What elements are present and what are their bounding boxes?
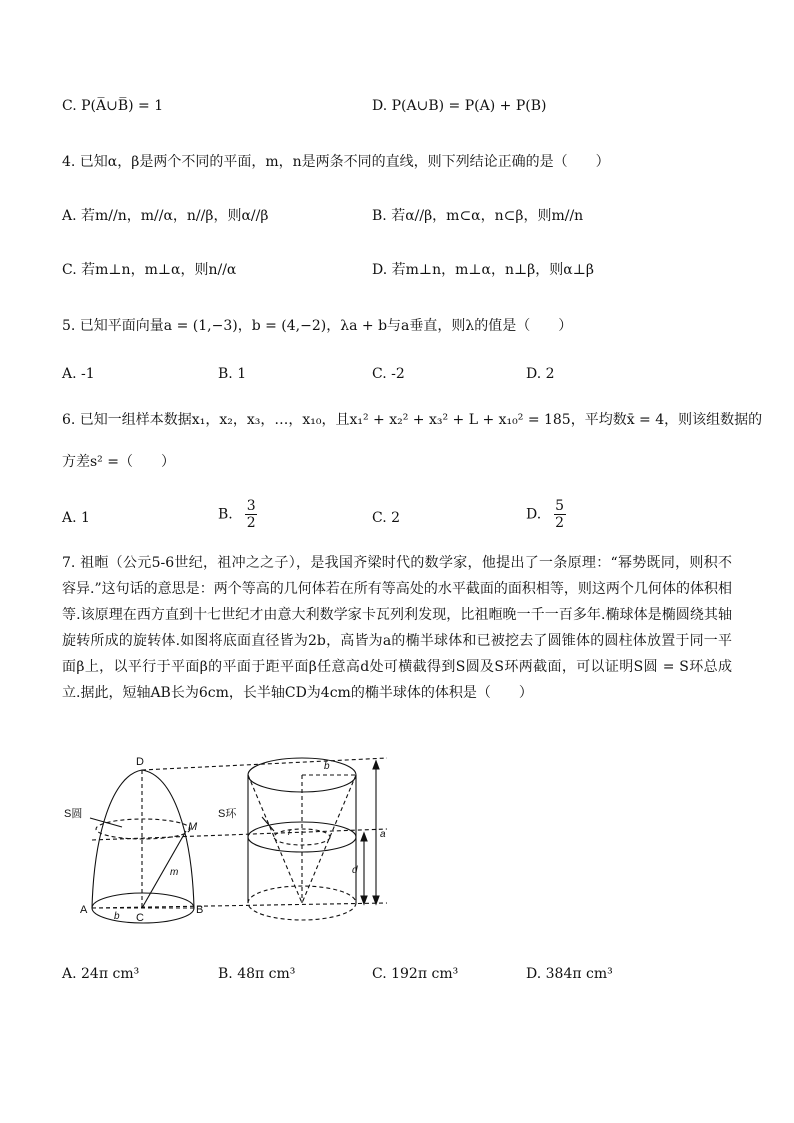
q4-option-a: A. 若m//n，m//α，n//β，则α//β	[62, 208, 269, 224]
section-level-line	[92, 829, 387, 840]
s-yuan-pointer	[90, 818, 122, 827]
q7-option-a: A. 24π cm³	[62, 966, 140, 982]
label-b-point: B	[196, 904, 204, 916]
label-d-height: d	[352, 865, 358, 876]
base-level-line	[92, 903, 387, 908]
dimension-markers	[361, 761, 379, 904]
q6-stem-line2: 方差s² =（ ）	[62, 454, 175, 470]
ellipsoid-section	[96, 819, 190, 839]
q6-option-b-denominator: 2	[246, 515, 256, 531]
q5-option-b: B. 1	[218, 366, 247, 382]
label-a-point: A	[80, 904, 88, 916]
q6-option-d-fraction	[554, 498, 566, 531]
q6-option-d	[526, 498, 566, 531]
half-ellipsoid-figure	[90, 770, 194, 923]
label-b-top: b	[324, 761, 330, 772]
arrow-up-icon	[361, 833, 367, 841]
q4-stem: 4. 已知α，β是两个不同的平面，m，n是两条不同的直线，则下列结论正确的是（ ）	[62, 154, 610, 170]
segment-cm	[142, 831, 186, 908]
q6-option-b	[218, 498, 257, 531]
q7-option-b: B. 48π cm³	[218, 966, 296, 982]
q6-option-d-label: D.	[526, 506, 542, 523]
label-a-height: a	[380, 829, 386, 840]
q6-option-a: A. 1	[62, 510, 90, 526]
label-c-point: C	[136, 912, 144, 924]
label-d-point: D	[136, 756, 144, 768]
q5-option-c: C. -2	[372, 366, 405, 382]
label-s-huan: S环	[218, 808, 237, 820]
label-b-left: b	[114, 911, 120, 922]
q5-option-d: D. 2	[526, 366, 555, 382]
q5-stem: 5. 已知平面向量a = (1,−3)，b = (4,−2)，λa + b与a垂直，则λ的值是（ ）	[62, 318, 573, 334]
arrow-down-icon	[361, 896, 367, 904]
arrow-up-icon	[373, 761, 379, 769]
q6-stem-line1: 6. 已知一组样本数据x₁，x₂，x₃，…，x₁₀，且x₁² + x₂² + x₃² + L + x₁₀² = 185，平均数x̄ = 4，则该组数据的	[62, 412, 763, 428]
q6-option-b-label: B.	[218, 506, 233, 523]
q7-figure	[62, 745, 392, 925]
q4-option-b: B. 若α//β，m⊂α，n⊂β，则m//n	[372, 208, 584, 224]
q7-option-c: C. 192π cm³	[372, 966, 459, 982]
cylinder-figure	[248, 758, 356, 920]
q7-stem: 7. 祖暅（公元5-6世纪，祖冲之之子），是我国齐梁时代的数学家，他提出了一条原理：“幂势既同，则积不容异.”这句话的意思是：两个等高的几何体若在所有等高处的水平截面的面积相等，则这两个几何体的体积相等.该原理在西方直到十七世纪才由意大利数学家卡瓦列利发现，比祖暅晚一千一百多年.椭球体是椭圆绕其轴旋转所成的旋转体.如图将底面直径皆为2b，高皆为a的椭半球体和已被挖去了圆锥体的圆柱体放置于同一平面β上，以平行于平面β的平面于距平面β任意高d处可横截得到S圆及S环两截面，可以证明S圆 = S环总成立.据此，短轴AB长为6cm，长半轴CD为4cm的椭半球体的体积是（ ）	[62, 555, 732, 701]
q7-option-d: D. 384π cm³	[526, 966, 613, 982]
q6-option-c: C. 2	[372, 510, 401, 526]
q4-option-d: D. 若m⊥n，m⊥α，n⊥β，则α⊥β	[372, 262, 594, 278]
q5-option-a: A. -1	[62, 366, 95, 382]
q6-option-d-numerator: 5	[555, 498, 565, 514]
q6-option-b-fraction	[245, 498, 257, 531]
q3-option-c: C. P(A̅∪B̅) = 1	[62, 98, 164, 114]
label-s-yuan: S圆	[64, 808, 83, 820]
label-r: r	[288, 827, 291, 837]
q6-option-d-denominator: 2	[555, 515, 565, 531]
top-level-line	[142, 758, 387, 770]
q6-option-b-numerator: 3	[246, 498, 256, 514]
q4-option-c: C. 若m⊥n，m⊥α，则n//α	[62, 262, 237, 278]
reference-lines	[92, 758, 387, 908]
label-m-point: M	[188, 821, 198, 833]
label-m-segment: m	[170, 867, 179, 878]
q3-option-d: D. P(A∪B) = P(A) + P(B)	[372, 98, 547, 114]
